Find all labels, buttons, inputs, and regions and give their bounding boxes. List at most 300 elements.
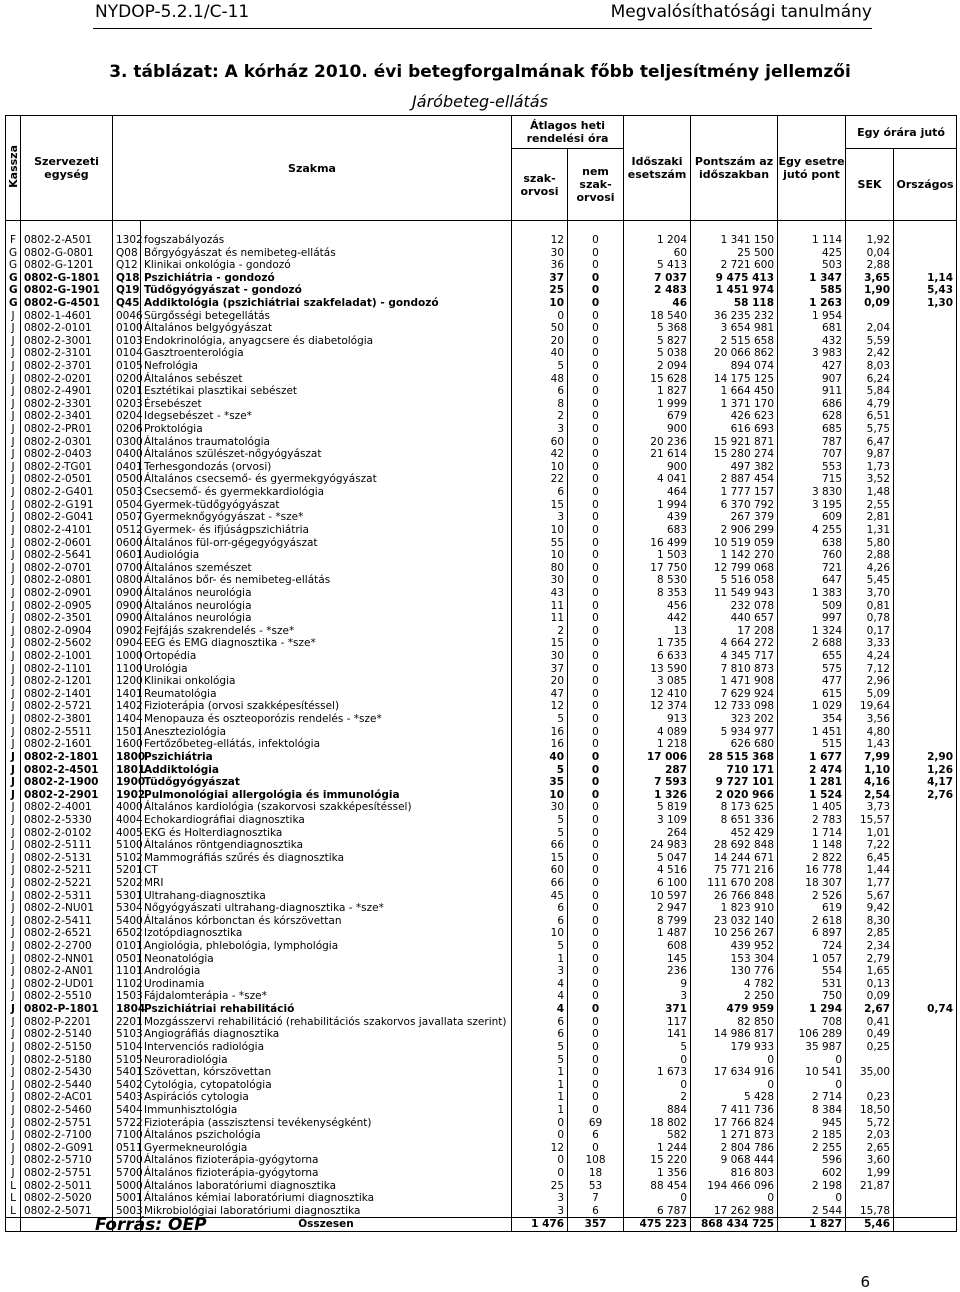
table-row — [6, 486, 957, 499]
cell-sek: 6,51 — [846, 410, 894, 423]
cell-kassza: J — [6, 1028, 21, 1041]
cell-esetszam: 141 — [624, 1028, 691, 1041]
cell-szakma-nev: Általános fizioterápia-gyógytorna — [141, 1167, 512, 1180]
cell-pontszam: 452 429 — [691, 826, 778, 839]
cell-szakorvosi: 66 — [512, 877, 568, 890]
cell-pontszam: 20 066 862 — [691, 347, 778, 360]
cell-szakma-nev: Általános csecsemő- és gyermekgyógyászat — [141, 473, 512, 486]
cell-orszagos — [894, 473, 957, 486]
cell-orszagos — [894, 410, 957, 423]
cell-szakma-kod: 5001 — [113, 1192, 141, 1205]
cell-orszagos — [894, 940, 957, 953]
cell-kassza: J — [6, 372, 21, 385]
cell-esetre-juto-pont: 354 — [778, 713, 846, 726]
cell-szakma-kod: 1501 — [113, 725, 141, 738]
cell-sek: 4,26 — [846, 561, 894, 574]
cell-esetre-juto-pont: 2 822 — [778, 851, 846, 864]
table-row — [6, 1129, 957, 1142]
cell-esetre-juto-pont: 1 954 — [778, 309, 846, 322]
cell-orszagos — [894, 1028, 957, 1041]
cell-pontszam: 15 921 871 — [691, 435, 778, 448]
cell-esetre-juto-pont: 707 — [778, 448, 846, 461]
cell-szakma-kod: 0401 — [113, 461, 141, 474]
cell-orszagos — [894, 839, 957, 852]
cell-pontszam: 17 634 916 — [691, 1066, 778, 1079]
cell-nem-szakorvosi: 0 — [568, 826, 624, 839]
cell-szakorvosi: 10 — [512, 788, 568, 801]
cell-kassza: J — [6, 927, 21, 940]
page-number: 6 — [860, 1273, 870, 1291]
table-row — [6, 1116, 957, 1129]
cell-egyseg: 0802-2-G041 — [21, 511, 113, 524]
cell-esetre-juto-pont: 2 618 — [778, 915, 846, 928]
table-row — [6, 826, 957, 839]
cell-esetszam: 0 — [624, 1192, 691, 1205]
cell-esetre-juto-pont: 0 — [778, 1192, 846, 1205]
cell-nem-szakorvosi: 0 — [568, 902, 624, 915]
cell-szakorvosi: 4 — [512, 978, 568, 991]
cell-orszagos — [894, 1154, 957, 1167]
cell-kassza: J — [6, 814, 21, 827]
cell-nem-szakorvosi: 0 — [568, 940, 624, 953]
cell-pontszam: 10 519 059 — [691, 536, 778, 549]
cell-szakma-nev: Angiográfiás diagnosztika — [141, 1028, 512, 1041]
cell-esetszam: 4 041 — [624, 473, 691, 486]
cell-nem-szakorvosi: 0 — [568, 423, 624, 436]
cell-szakma-kod: Q08 — [113, 246, 141, 259]
cell-esetszam: 46 — [624, 297, 691, 310]
table-row — [6, 788, 957, 801]
cell-nem-szakorvosi: 0 — [568, 650, 624, 663]
cell-szakma-kod: 0204 — [113, 410, 141, 423]
cell-szakma-kod: 5722 — [113, 1116, 141, 1129]
cell-esetre-juto-pont: 619 — [778, 902, 846, 915]
cell-esetszam: 8 530 — [624, 574, 691, 587]
cell-nem-szakorvosi: 0 — [568, 309, 624, 322]
cell-pontszam: 4 345 717 — [691, 650, 778, 663]
cell-szakma-nev: Gasztroenterológia — [141, 347, 512, 360]
cell-szakma-kod: 0203 — [113, 398, 141, 411]
cell-egyseg: 0802-2-5211 — [21, 864, 113, 877]
cell-sek: 0,23 — [846, 1091, 894, 1104]
cell-kassza: J — [6, 486, 21, 499]
cell-szakorvosi: 1 — [512, 1104, 568, 1117]
cell-szakma-nev: Urológia — [141, 662, 512, 675]
cell-szakorvosi: 12 — [512, 234, 568, 247]
cell-pontszam: 479 959 — [691, 1003, 778, 1016]
cell-orszagos — [894, 725, 957, 738]
cell-orszagos — [894, 385, 957, 398]
cell-esetre-juto-pont: 503 — [778, 259, 846, 272]
cell-esetszam: 2 — [624, 1091, 691, 1104]
cell-egyseg: 0802-2-5131 — [21, 851, 113, 864]
cell-szakma-kod: 5401 — [113, 1066, 141, 1079]
cell-szakorvosi: 37 — [512, 271, 568, 284]
table-row — [6, 461, 957, 474]
cell-egyseg: 0802-2-3501 — [21, 612, 113, 625]
cell-egyseg: 0802-P-1801 — [21, 1003, 113, 1016]
cell-sek: 0,13 — [846, 978, 894, 991]
cell-orszagos — [894, 927, 957, 940]
cell-sek: 7,99 — [846, 751, 894, 764]
cell-sek: 3,70 — [846, 587, 894, 600]
cell-szakma-nev: Nefrológia — [141, 360, 512, 373]
cell-esetszam: 6 100 — [624, 877, 691, 890]
table-row — [6, 322, 957, 335]
cell-kassza: J — [6, 524, 21, 537]
cell-esetszam: 5 047 — [624, 851, 691, 864]
cell-sek: 3,52 — [846, 473, 894, 486]
cell-esetszam: 1 503 — [624, 549, 691, 562]
cell-egyseg: 0802-2-1801 — [21, 751, 113, 764]
cell-esetszam: 1 994 — [624, 498, 691, 511]
cell-kassza: J — [6, 549, 21, 562]
cell-pontszam: 2 804 786 — [691, 1141, 778, 1154]
cell-szakma-kod: 5000 — [113, 1179, 141, 1192]
cell-szakma-nev: Pszichiátria — [141, 751, 512, 764]
cell-esetre-juto-pont: 1 057 — [778, 952, 846, 965]
cell-szakma-kod: 4005 — [113, 826, 141, 839]
cell-kassza: J — [6, 738, 21, 751]
cell-szakorvosi: 60 — [512, 435, 568, 448]
table-row — [6, 725, 957, 738]
table-subtitle: Járóbeteg-ellátás — [412, 92, 548, 111]
cell-esetszam: 5 038 — [624, 347, 691, 360]
cell-szakorvosi: 4 — [512, 1003, 568, 1016]
cell-pontszam: 5 934 977 — [691, 725, 778, 738]
cell-esetre-juto-pont: 721 — [778, 561, 846, 574]
cell-szakorvosi: 5 — [512, 1041, 568, 1054]
cell-esetre-juto-pont: 1 148 — [778, 839, 846, 852]
cell-egyseg: 0802-2-3701 — [21, 360, 113, 373]
header-document-title: Megvalósíthatósági tanulmány — [610, 2, 872, 22]
col-egyseg: Szervezeti egység — [21, 116, 113, 221]
cell-nem-szakorvosi: 0 — [568, 738, 624, 751]
cell-szakma-kod: 5700 — [113, 1154, 141, 1167]
cell-szakma-nev: Endokrinológia, anyagcsere és diabetológia — [141, 334, 512, 347]
cell-orszagos — [894, 1116, 957, 1129]
cell-sek: 0,25 — [846, 1041, 894, 1054]
cell-nem-szakorvosi: 0 — [568, 246, 624, 259]
table-row — [6, 1104, 957, 1117]
cell-egyseg: 0802-2-0905 — [21, 599, 113, 612]
cell-szakorvosi: 10 — [512, 927, 568, 940]
cell-nem-szakorvosi: 0 — [568, 839, 624, 852]
col-egy-esetre-juto-pont: Egy esetre jutó pont — [778, 116, 846, 221]
cell-kassza: F — [6, 234, 21, 247]
table-row — [6, 1003, 957, 1016]
cell-kassza: J — [6, 978, 21, 991]
cell-kassza: J — [6, 650, 21, 663]
table-body — [6, 221, 957, 1232]
cell-pontszam: 28 692 848 — [691, 839, 778, 852]
cell-esetszam: 6 633 — [624, 650, 691, 663]
cell-orszagos — [894, 511, 957, 524]
cell-szakorvosi: 43 — [512, 587, 568, 600]
cell-orszagos — [894, 700, 957, 713]
cell-nem-szakorvosi: 0 — [568, 587, 624, 600]
cell-szakma-kod: 5104 — [113, 1041, 141, 1054]
cell-kassza: G — [6, 271, 21, 284]
cell-sek: 4,16 — [846, 776, 894, 789]
cell-esetszam: 13 — [624, 625, 691, 638]
table-row — [6, 1091, 957, 1104]
cell-szakma-kod: 0100 — [113, 322, 141, 335]
cell-esetre-juto-pont: 609 — [778, 511, 846, 524]
cell-orszagos — [894, 1078, 957, 1091]
cell-esetre-juto-pont: 1 347 — [778, 271, 846, 284]
cell-sek: 2,81 — [846, 511, 894, 524]
cell-esetre-juto-pont: 760 — [778, 549, 846, 562]
cell-kassza: J — [6, 877, 21, 890]
cell-orszagos: 2,76 — [894, 788, 957, 801]
cell-nem-szakorvosi: 0 — [568, 536, 624, 549]
cell-orszagos — [894, 675, 957, 688]
cell-szakorvosi: 10 — [512, 297, 568, 310]
cell-kassza: J — [6, 448, 21, 461]
cell-kassza: J — [6, 1116, 21, 1129]
cell-esetszam: 2 483 — [624, 284, 691, 297]
cell-sek: 2,55 — [846, 498, 894, 511]
table-row — [6, 952, 957, 965]
cell-szakma-kod: 1101 — [113, 965, 141, 978]
cell-pontszam: 2 721 600 — [691, 259, 778, 272]
cell-esetre-juto-pont: 997 — [778, 612, 846, 625]
cell-szakma-kod: 1302 — [113, 234, 141, 247]
cell-esetszam: 582 — [624, 1129, 691, 1142]
cell-nem-szakorvosi: 0 — [568, 347, 624, 360]
cell-esetre-juto-pont: 3 983 — [778, 347, 846, 360]
table-row — [6, 889, 957, 902]
cell-egyseg: 0802-2-1401 — [21, 688, 113, 701]
col-kassza: Kassza — [6, 116, 21, 221]
cell-egyseg: 0802-2-5180 — [21, 1053, 113, 1066]
cell-orszagos — [894, 814, 957, 827]
cell-orszagos: 2,90 — [894, 751, 957, 764]
cell-szakorvosi: 3 — [512, 1205, 568, 1218]
cell-pontszam: 0 — [691, 1078, 778, 1091]
cell-szakma-kod: 0300 — [113, 435, 141, 448]
cell-esetre-juto-pont: 615 — [778, 688, 846, 701]
cell-esetre-juto-pont: 3 195 — [778, 498, 846, 511]
cell-sek: 0,41 — [846, 1015, 894, 1028]
cell-pontszam: 2 020 966 — [691, 788, 778, 801]
cell-pontszam: 7 629 924 — [691, 688, 778, 701]
cell-nem-szakorvosi: 0 — [568, 700, 624, 713]
cell-esetszam: 371 — [624, 1003, 691, 1016]
cell-szakma-nev: Menopauza és oszteoporózis rendelés - *sze* — [141, 713, 512, 726]
cell-kassza: J — [6, 309, 21, 322]
cell-esetszam: 608 — [624, 940, 691, 953]
cell-orszagos — [894, 1192, 957, 1205]
cell-szakma-kod: 0046 — [113, 309, 141, 322]
cell-szakma-kod: 0601 — [113, 549, 141, 562]
cell-kassza: J — [6, 940, 21, 953]
cell-szakorvosi: 16 — [512, 738, 568, 751]
cell-szakorvosi: 66 — [512, 839, 568, 852]
cell-nem-szakorvosi: 0 — [568, 461, 624, 474]
cell-szakma-kod: 1401 — [113, 688, 141, 701]
cell-szakorvosi: 8 — [512, 398, 568, 411]
table-row — [6, 713, 957, 726]
cell-kassza: J — [6, 1091, 21, 1104]
cell-orszagos — [894, 889, 957, 902]
cell-kassza: J — [6, 839, 21, 852]
cell-szakma-nev: Fejfájás szakrendelés - *sze* — [141, 625, 512, 638]
cell-szakma-nev: Esztétikai plasztikai sebészet — [141, 385, 512, 398]
cell-pontszam: 23 032 140 — [691, 915, 778, 928]
cell-egyseg: 0802-G-1901 — [21, 284, 113, 297]
cell-esetszam: 12 410 — [624, 688, 691, 701]
cell-nem-szakorvosi: 0 — [568, 1015, 624, 1028]
table-row — [6, 940, 957, 953]
cell-szakma-kod: 7100 — [113, 1129, 141, 1142]
cell-esetre-juto-pont: 602 — [778, 1167, 846, 1180]
cell-szakma-nev: Fizioterápia (orvosi szakképesítéssel) — [141, 700, 512, 713]
cell-esetszam: 900 — [624, 423, 691, 436]
cell-nem-szakorvosi: 0 — [568, 498, 624, 511]
table-row — [6, 1015, 957, 1028]
cell-egyseg: 0802-2-4501 — [21, 763, 113, 776]
cell-orszagos — [894, 1141, 957, 1154]
cell-szakorvosi: 60 — [512, 864, 568, 877]
cell-esetre-juto-pont: 427 — [778, 360, 846, 373]
cell-orszagos — [894, 877, 957, 890]
cell-egyseg: 0802-2-0301 — [21, 435, 113, 448]
cell-egyseg: 0802-2-NU01 — [21, 902, 113, 915]
cell-esetre-juto-pont: 647 — [778, 574, 846, 587]
cell-szakma-nev: Gyermekneurológia — [141, 1141, 512, 1154]
table-row — [6, 927, 957, 940]
cell-pontszam: 1 371 170 — [691, 398, 778, 411]
table-row — [6, 776, 957, 789]
cell-egyseg: 0802-2-G191 — [21, 498, 113, 511]
cell-szakma-kod: 0400 — [113, 448, 141, 461]
cell-pontszam: 439 952 — [691, 940, 778, 953]
cell-nem-szakorvosi: 0 — [568, 612, 624, 625]
cell-szakma-nev: CT — [141, 864, 512, 877]
cell-szakorvosi: 6 — [512, 1028, 568, 1041]
cell-szakorvosi: 45 — [512, 889, 568, 902]
cell-nem-szakorvosi: 0 — [568, 927, 624, 940]
cell-sek: 2,88 — [846, 549, 894, 562]
cell-esetre-juto-pont: 509 — [778, 599, 846, 612]
cell-orszagos — [894, 625, 957, 638]
cell-esetre-juto-pont: 35 987 — [778, 1041, 846, 1054]
cell-nem-szakorvosi: 0 — [568, 1091, 624, 1104]
col-nem-szakorvosi: nem szak-orvosi — [568, 149, 624, 221]
cell-kassza: G — [6, 284, 21, 297]
cell-egyseg: 0802-2-5460 — [21, 1104, 113, 1117]
cell-esetre-juto-pont: 1 281 — [778, 776, 846, 789]
cell-sek: 1,73 — [846, 461, 894, 474]
cell-kassza: J — [6, 826, 21, 839]
cell-nem-szakorvosi: 0 — [568, 952, 624, 965]
table-row — [6, 1066, 957, 1079]
cell-szakma-kod: 0206 — [113, 423, 141, 436]
cell-szakma-kod: Q19 — [113, 284, 141, 297]
cell-nem-szakorvosi: 0 — [568, 561, 624, 574]
cell-orszagos — [894, 1053, 957, 1066]
cell-szakma-kod: 0902 — [113, 625, 141, 638]
cell-egyseg: 0802-2-5510 — [21, 990, 113, 1003]
cell-sek: 8,30 — [846, 915, 894, 928]
cell-orszagos — [894, 1066, 957, 1079]
cell-szakorvosi: 12 — [512, 700, 568, 713]
table-row — [6, 1179, 957, 1192]
col-egy-orara-juto: Egy órára jutó — [846, 116, 957, 149]
cell-egyseg: 0802-2-5311 — [21, 889, 113, 902]
cell-orszagos — [894, 612, 957, 625]
cell-szakorvosi: 0 — [512, 1129, 568, 1142]
cell-szakma-kod: 4000 — [113, 801, 141, 814]
cell-esetre-juto-pont: 10 541 — [778, 1066, 846, 1079]
cell-esetre-juto-pont: 16 778 — [778, 864, 846, 877]
cell-esetre-juto-pont: 1 263 — [778, 297, 846, 310]
cell-sek: 2,42 — [846, 347, 894, 360]
cell-orszagos — [894, 246, 957, 259]
cell-esetszam: 464 — [624, 486, 691, 499]
cell-esetre-juto-pont: 1 383 — [778, 587, 846, 600]
cell-egyseg: 0802-2-2901 — [21, 788, 113, 801]
cell-esetre-juto-pont: 2 255 — [778, 1141, 846, 1154]
cell-esetre-juto-pont: 655 — [778, 650, 846, 663]
cell-orszagos — [894, 549, 957, 562]
cell-egyseg: 0802-G-1201 — [21, 259, 113, 272]
cell-nem-szakorvosi: 0 — [568, 486, 624, 499]
cell-sek: 5,72 — [846, 1116, 894, 1129]
cell-szakma-nev: Intervenciós radiológia — [141, 1041, 512, 1054]
cell-kassza: L — [6, 1192, 21, 1205]
cell-sek: 7,12 — [846, 662, 894, 675]
cell-esetszam: 2 947 — [624, 902, 691, 915]
cell-pontszam: 58 118 — [691, 297, 778, 310]
cell-kassza: J — [6, 776, 21, 789]
cell-orszagos — [894, 347, 957, 360]
cell-pontszam: 9 727 101 — [691, 776, 778, 789]
cell-esetszam: 9 — [624, 978, 691, 991]
cell-kassza: J — [6, 1154, 21, 1167]
cell-kassza: J — [6, 574, 21, 587]
cell-esetszam: 1 673 — [624, 1066, 691, 1079]
cell-esetre-juto-pont: 2 544 — [778, 1205, 846, 1218]
cell-kassza: J — [6, 473, 21, 486]
cell-kassza: J — [6, 461, 21, 474]
cell-esetszam: 913 — [624, 713, 691, 726]
cell-nem-szakorvosi: 0 — [568, 776, 624, 789]
cell-pontszam: 816 803 — [691, 1167, 778, 1180]
table-row — [6, 410, 957, 423]
cell-kassza: G — [6, 246, 21, 259]
cell-kassza: J — [6, 612, 21, 625]
cell-szakma-nev: Terhesgondozás (orvosi) — [141, 461, 512, 474]
cell-esetre-juto-pont: 907 — [778, 372, 846, 385]
cell-pontszam: 194 466 096 — [691, 1179, 778, 1192]
cell-kassza: J — [6, 952, 21, 965]
cell-nem-szakorvosi: 0 — [568, 1104, 624, 1117]
cell-szakorvosi: 1 — [512, 952, 568, 965]
cell-esetszam: 900 — [624, 461, 691, 474]
cell-szakorvosi: 0 — [512, 1116, 568, 1129]
cell-szakorvosi: 25 — [512, 1179, 568, 1192]
cell-empty — [894, 1218, 957, 1232]
cell-esetre-juto-pont: 787 — [778, 435, 846, 448]
cell-egyseg: 0802-2-5111 — [21, 839, 113, 852]
cell-pontszam: 0 — [691, 1053, 778, 1066]
cell-pontszam: 2 887 454 — [691, 473, 778, 486]
cell-egyseg: 0802-2-6521 — [21, 927, 113, 940]
cell-sek: 3,33 — [846, 637, 894, 650]
